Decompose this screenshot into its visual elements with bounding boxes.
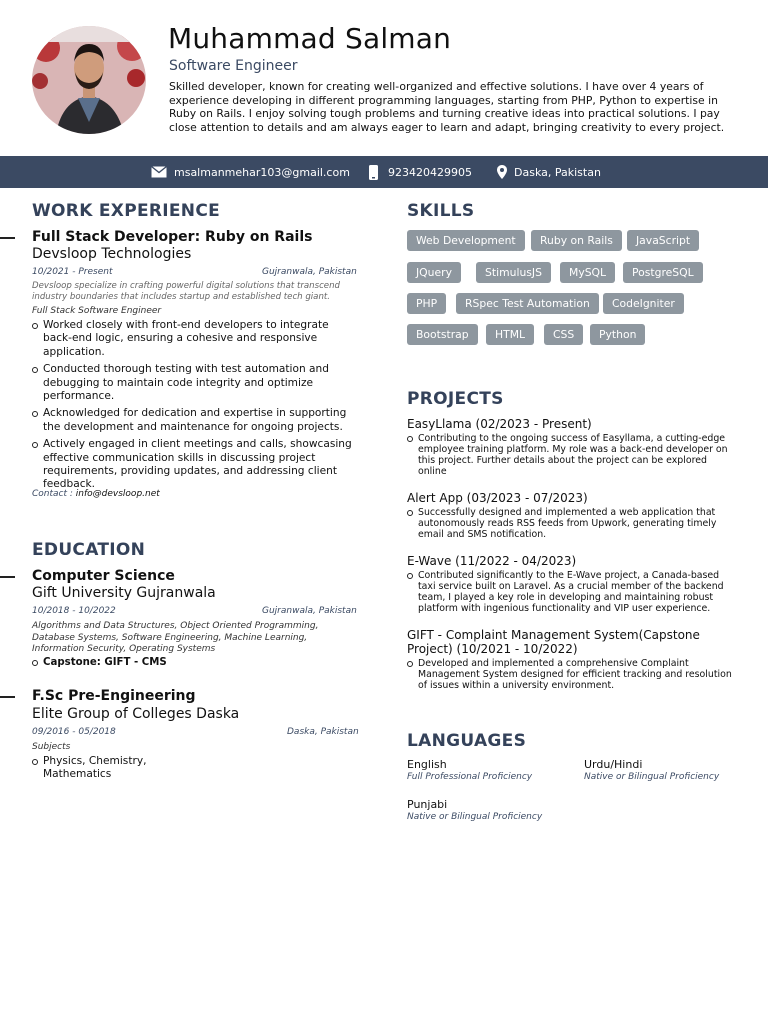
list-item: Successfully designed and implemented a web application that autonomously reads RSS feeds from Upwork, generating timely email and SMS notification. xyxy=(407,507,733,540)
skill-tag: HTML xyxy=(486,324,534,345)
skill-tag: PostgreSQL xyxy=(623,262,703,283)
edu-bullet-list xyxy=(32,755,152,782)
list-item: Conducted thorough testing with test automation and debugging to maintain code integrity and optimize performance. xyxy=(32,363,360,403)
project-bullet-list xyxy=(407,433,733,477)
timeline-marker xyxy=(0,576,15,578)
language-level: Full Professional Proficiency xyxy=(407,772,533,782)
job-contact-email[interactable]: info@devsloop.net xyxy=(75,489,160,499)
education-heading: EDUCATION xyxy=(32,540,146,560)
list-item: Contributing to the ongoing success of Easyllama, a cutting-edge employee training platform. My role was a back-end developer on this project. Further details about the project can be explored online xyxy=(407,433,733,477)
edu-bullet-list xyxy=(32,656,352,669)
language-name: Urdu/Hindi xyxy=(584,758,643,771)
skill-tag: Ruby on Rails xyxy=(531,230,622,251)
skill-tag: StimulusJS xyxy=(476,262,551,283)
contact-bar xyxy=(0,156,768,188)
profile-photo xyxy=(32,26,146,134)
languages-heading: LANGUAGES xyxy=(407,731,527,751)
location-text: Daska, Pakistan xyxy=(514,165,601,179)
job-dates: 10/2021 - Present xyxy=(32,267,113,277)
project-bullet-list xyxy=(407,507,733,540)
language-name: Punjabi xyxy=(407,798,448,811)
edu-courses: Algorithms and Data Structures, Object Oriented Programming, Database Systems, Software Engineering, Machine Learning, Information Security, Operating Systems xyxy=(32,621,319,654)
project-title: Alert App (03/2023 - 07/2023) xyxy=(407,491,588,505)
candidate-name: Muhammad Salman xyxy=(168,22,452,55)
degree-title: F.Sc Pre-Engineering xyxy=(32,688,196,704)
language-level: Native or Bilingual Proficiency xyxy=(584,772,720,782)
job-contact xyxy=(32,489,160,499)
school-name: Gift University Gujranwala xyxy=(32,585,216,601)
project-bullet-list xyxy=(407,570,733,614)
company-name: Devsloop Technologies xyxy=(32,246,192,262)
skill-tag: JQuery xyxy=(407,262,461,283)
list-item: Actively engaged in client meetings and calls, showcasing effective communication skills in discussing project requirements, providing updates, and addressing client feedback. xyxy=(32,438,360,492)
job-position-title: Full Stack Developer: Ruby on Rails xyxy=(32,229,313,245)
skill-tag: PHP xyxy=(407,293,446,314)
contact-phone[interactable] xyxy=(369,156,472,188)
job-title: Software Engineer xyxy=(169,58,298,74)
project-title: EasyLlama (02/2023 - Present) xyxy=(407,417,592,431)
profile-summary: Skilled developer, known for creating well-organized and effective solutions. I have over 4 years of experience developing in different programming languages, starting from PHP, Python to expertise in Ruby on Rails. I enjoy solving tough problems and turning creative ideas into practical solutions. I pay close attention to details and am always eager to learn and adapt, bringing creativity to every project. xyxy=(169,80,725,134)
timeline-marker xyxy=(0,696,15,698)
work-experience-heading: WORK EXPERIENCE xyxy=(32,201,221,221)
list-item: Contributed significantly to the E-Wave project, a Canada-based taxi service built on Laravel. As a crucial member of the backend team, I played a key role in developing and maintaining robust platform with ingenious functionality and VIP user experience. xyxy=(407,570,733,614)
language-level: Native or Bilingual Proficiency xyxy=(407,812,543,822)
job-contact-label: Contact : xyxy=(32,489,76,499)
edu-dates: 10/2018 - 10/2022 xyxy=(32,606,116,616)
list-item: Developed and implemented a comprehensive Complaint Management System designed for efficient tracking and resolution of issues within a university environment. xyxy=(407,658,733,691)
edu-location: Gujranwala, Pakistan xyxy=(262,606,357,616)
list-item: Physics, Chemistry, Mathematics xyxy=(32,755,152,782)
skill-tag: Bootstrap xyxy=(407,324,478,345)
skill-tag: Web Development xyxy=(407,230,525,251)
project-bullet-list xyxy=(407,658,733,691)
skill-tag: CodeIgniter xyxy=(603,293,684,314)
timeline-marker xyxy=(0,237,15,239)
edu-location: Daska, Pakistan xyxy=(287,727,359,737)
project-title: GIFT - Complaint Management System(Capstone Project) (10/2021 - 10/2022) xyxy=(407,628,700,656)
skills-heading: SKILLS xyxy=(407,201,475,221)
skill-tag: Python xyxy=(590,324,645,345)
email-text: msalmanmehar103@gmail.com xyxy=(174,165,350,179)
list-item: Capstone: GIFT - CMS xyxy=(32,656,352,669)
edu-subjects-label: Subjects xyxy=(32,742,71,752)
skill-tag: MySQL xyxy=(560,262,615,283)
list-item: Acknowledged for dedication and expertise in supporting the development and maintenance for ongoing projects. xyxy=(32,407,360,434)
skill-tag: JavaScript xyxy=(627,230,699,251)
phone-text: 923420429905 xyxy=(388,165,472,179)
skill-tag: CSS xyxy=(544,324,583,345)
envelope-icon xyxy=(151,166,167,178)
language-name: English xyxy=(407,758,447,771)
projects-heading: PROJECTS xyxy=(407,389,504,409)
degree-title: Computer Science xyxy=(32,568,175,584)
job-bullet-list xyxy=(32,319,360,492)
edu-dates: 09/2016 - 05/2018 xyxy=(32,727,116,737)
location-pin-icon xyxy=(497,165,507,179)
school-name: Elite Group of Colleges Daska xyxy=(32,706,240,722)
contact-location xyxy=(497,156,601,188)
skill-tag: RSpec Test Automation xyxy=(456,293,599,314)
company-description: Devsloop specialize in crafting powerful digital solutions that transcend industry boundaries that includes startup and established tech giant. xyxy=(32,281,340,302)
contact-email[interactable] xyxy=(151,156,350,188)
job-role: Full Stack Software Engineer xyxy=(32,306,162,316)
phone-icon xyxy=(369,165,378,180)
list-item: Worked closely with front-end developers to integrate back-end logic, ensuring a cohesive and responsive application. xyxy=(32,319,360,359)
job-location: Gujranwala, Pakistan xyxy=(262,267,357,277)
project-title: E-Wave (11/2022 - 04/2023) xyxy=(407,554,577,568)
